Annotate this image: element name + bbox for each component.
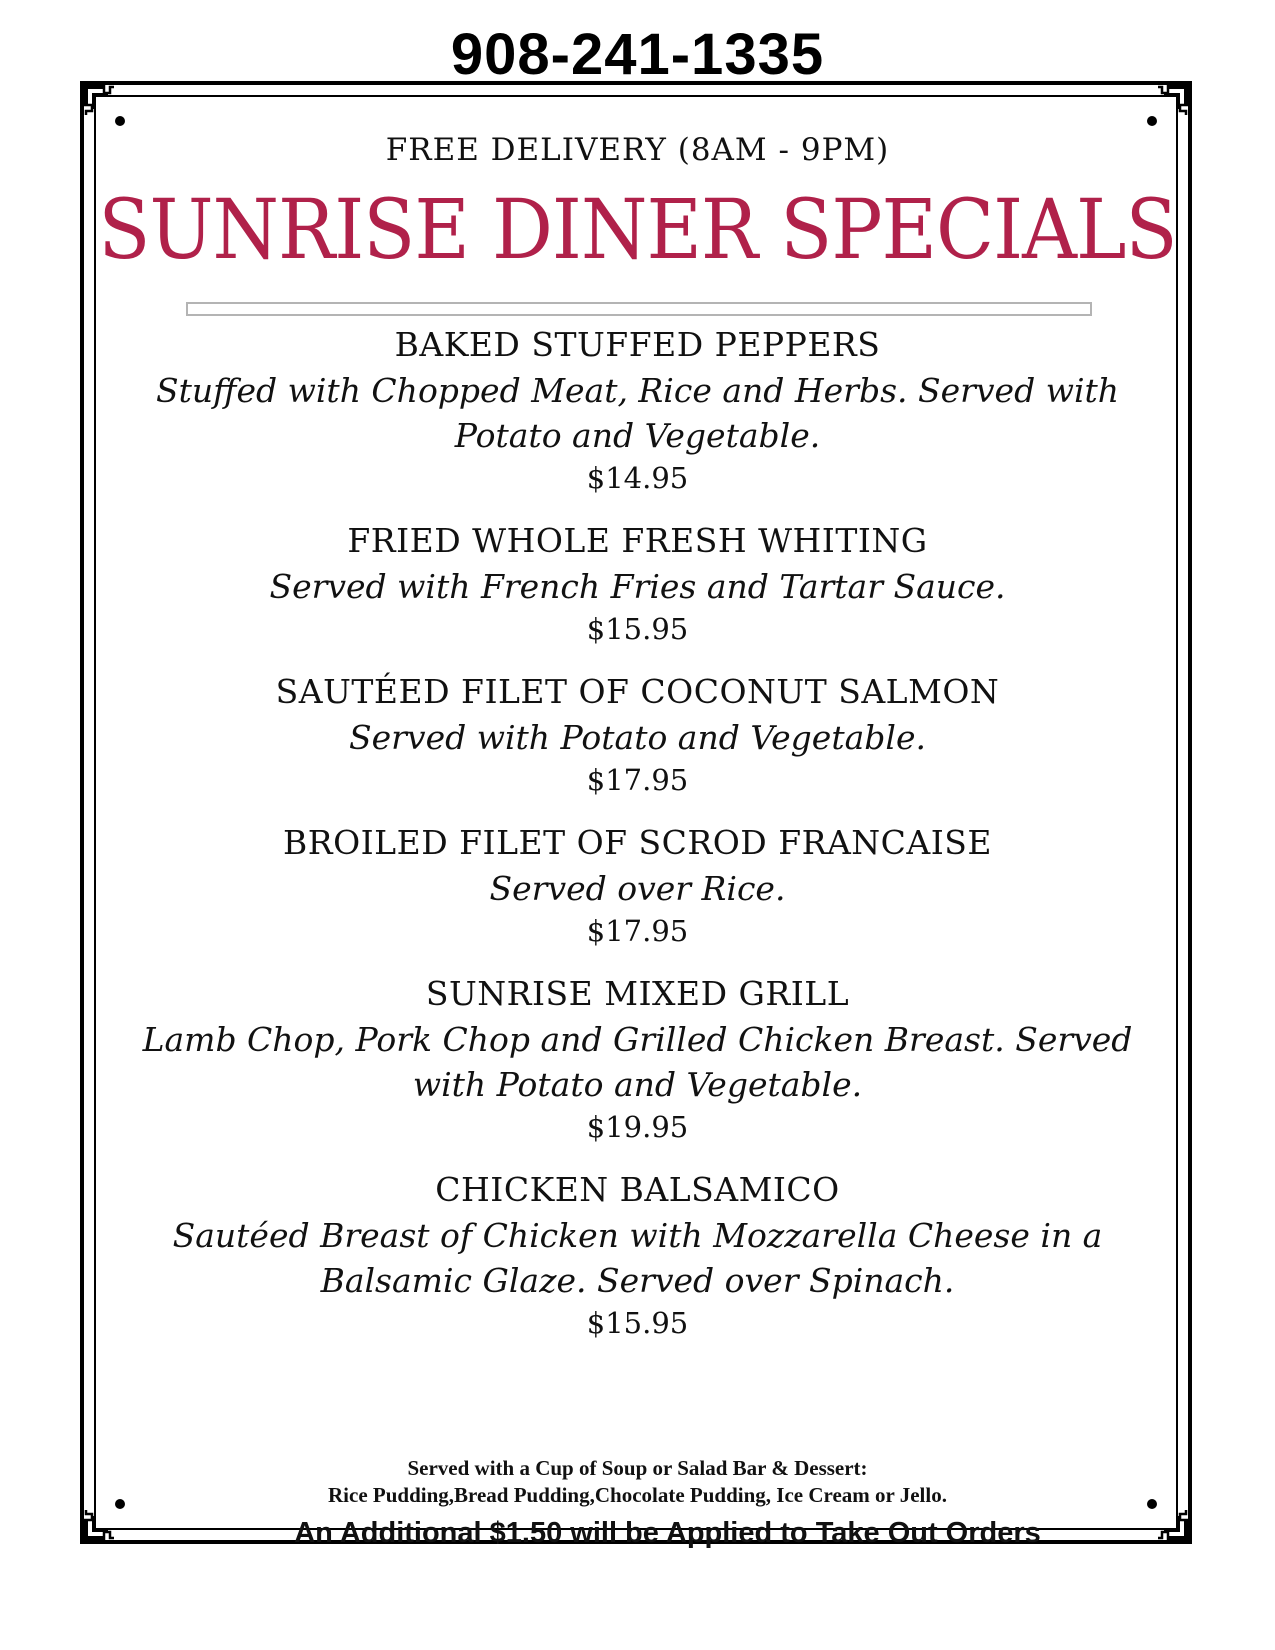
- menu-item-name: SUNRISE MIXED GRILL: [425, 974, 850, 1013]
- menu-item: [140, 669, 1135, 800]
- menu-item-name: SAUTÉED FILET OF COCONUT SALMON: [275, 672, 1000, 711]
- menu-item: [140, 971, 1135, 1147]
- menu-item-description: Served with French Fries and Tartar Sauce.: [269, 567, 1006, 606]
- phone-number: 908-241-1335: [450, 22, 825, 87]
- menu-item-price: $14.95: [586, 461, 689, 495]
- menu-item: [140, 322, 1135, 498]
- title-divider: [186, 302, 1092, 316]
- menu-item-description: Lamb Chop, Pork Chop and Grilled Chicken Breast. Served with Potato and Vegetable.: [142, 1020, 1133, 1104]
- menu-item-price: $19.95: [586, 1110, 689, 1144]
- delivery-hours: FREE DELIVERY (8AM - 9PM): [385, 132, 890, 168]
- menu-item-description: Sautéed Breast of Chicken with Mozzarella Cheese in a Balsamic Glaze. Served over Spinach.: [172, 1216, 1103, 1300]
- page-title: SUNRISE DINER SPECIALS: [98, 181, 1177, 278]
- menu-item-name: BAKED STUFFED PEPPERS: [394, 325, 881, 364]
- menu-item-price: $17.95: [586, 763, 689, 797]
- menu-item-description: Served over Rice.: [489, 869, 786, 908]
- footer-dessert-options: Rice Pudding,Bread Pudding,Chocolate Pudding, Ice Cream or Jello.: [328, 1483, 947, 1507]
- menu-item-price: $17.95: [586, 914, 689, 948]
- menu-item: [140, 518, 1135, 649]
- menu-item-description: Stuffed with Chopped Meat, Rice and Herbs. Served with Potato and Vegetable.: [155, 371, 1120, 455]
- footer-soup-salad-note: Served with a Cup of Soup or Salad Bar & Dessert:: [407, 1456, 868, 1480]
- menu-item-price: $15.95: [586, 1306, 689, 1340]
- menu-item: [140, 1167, 1135, 1343]
- specials-list: [140, 322, 1135, 1363]
- menu-item-description: Served with Potato and Vegetable.: [349, 718, 926, 757]
- menu-item-name: CHICKEN BALSAMICO: [435, 1170, 840, 1209]
- menu-item-name: FRIED WHOLE FRESH WHITING: [347, 521, 928, 560]
- menu-item: [140, 820, 1135, 951]
- menu-item-price: $15.95: [586, 612, 689, 646]
- menu-item-name: BROILED FILET OF SCROD FRANCAISE: [283, 823, 992, 862]
- footer-takeout-surcharge: An Additional $1.50 will be Applied to Take Out Orders: [294, 1517, 1041, 1549]
